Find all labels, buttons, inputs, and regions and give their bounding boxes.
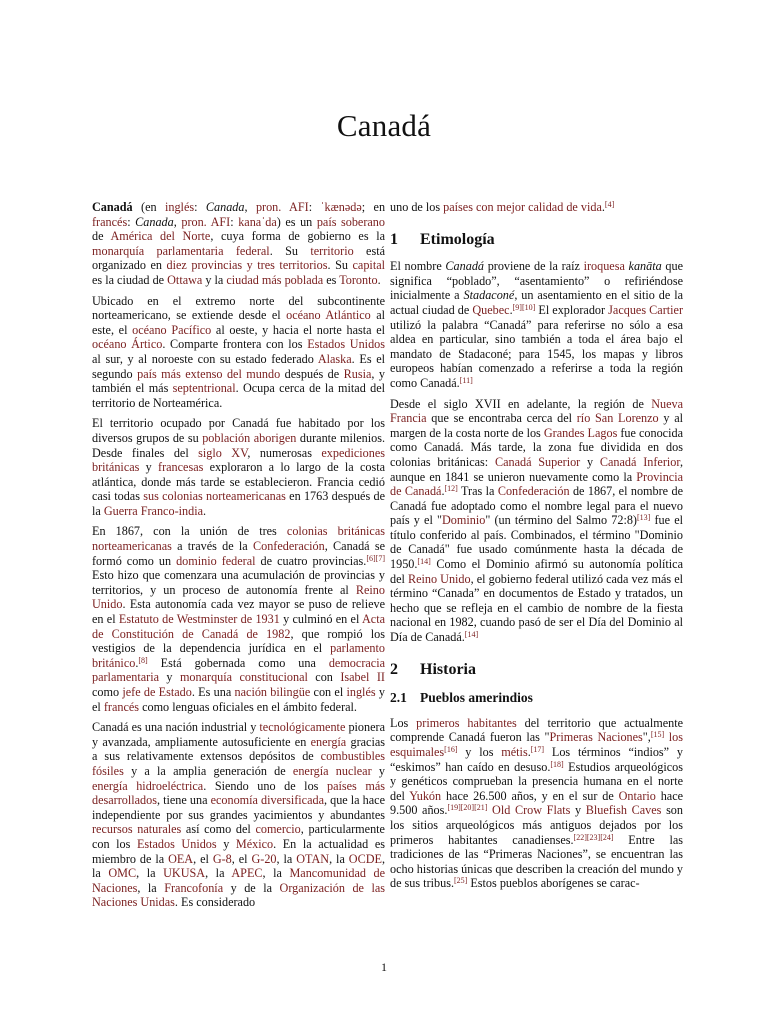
subsection-number: 2.1	[390, 690, 407, 706]
citation-ref[interactable]: [19][20][21]	[447, 803, 488, 813]
wiki-link[interactable]: APEC	[231, 866, 263, 881]
wiki-link[interactable]: México	[235, 836, 274, 851]
wiki-link[interactable]: OCDE	[348, 851, 382, 866]
wiki-link[interactable]: OTAN	[296, 851, 330, 866]
wiki-link[interactable]: primeros habitantes	[416, 715, 517, 730]
wiki-link[interactable]: Rusia	[343, 366, 372, 381]
wiki-link[interactable]: Confederación	[497, 484, 570, 499]
citation-ref[interactable]: [18]	[550, 759, 564, 769]
subsection-title: Pueblos amerindios	[420, 690, 533, 706]
paragraph-etymology-2: Desde el siglo XVII en adelante, la región de Nueva Francia que se encontraba cerca del río San Lorenzo y al margen de la costa norte de los Grandes Lagos fue conocida como Canadá. Más tarde, la zona fue dividida en dos colonias británicas: Canadá Superior y Canadá Inferior, aunque en 1841 se unieron nuevamente como la Provincia de Canadá.[12] Tras la Confederación de 1867, el nombre de Canadá fue adoptado como el nombre legal para el nuevo país y el "Dominio" (un término del Salmo 72:8)[13] fue el título conferido al país. Combinados, el término "Dominio de Canadá" fue usado comúnmente hasta la década de 1950.[14] Como el Dominio afirmó su autonomía política del Reino Unido, el gobierno federal utilizó cada vez más el término “Canada” en documentos de Estado y tratados, un hecho que se refleja en el cambio de nombre de la fiesta nacional en 1982, cuando pasó de ser el Día del Dominio al Día de Canadá.[14]	[390, 396, 683, 645]
wiki-link[interactable]: siglo XV	[198, 445, 248, 460]
citation-ref[interactable]: [4]	[604, 200, 615, 209]
wiki-link[interactable]: océano Atlántico	[286, 308, 371, 323]
wiki-link[interactable]: Isabel II	[340, 670, 385, 685]
wiki-link[interactable]: energía hidroeléctrica	[92, 778, 204, 793]
wiki-link[interactable]: energía	[310, 734, 347, 749]
citation-ref[interactable]: [16]	[444, 745, 458, 754]
wiki-link[interactable]: países más desarrollados	[92, 778, 385, 808]
paragraph-economy: Canadá es una nación industrial y tecnológicamente pionera y avanzada, ampliamente autosuficiente en energía gracias a sus relativamente extensos depósitos de combustibles fósiles y a la amplia generación de energía nuclear y energía hidroeléctrica. Siendo uno de los países más desarrollados, tiene una economía diversificada, que la hace independiente por sus grandes yacimientos y abundantes recursos naturales así como del comercio, particularmente con los Estados Unidos y México. En la actualidad es miembro de la OEA, el G-8, el G-20, la OTAN, la OCDE, la OMC, la UKUSA, la APEC, la Mancomunidad de Naciones, la Francofonía y de la Organización de las Naciones Unidas. Es considerado	[92, 720, 386, 910]
wiki-link[interactable]: Reino Unido	[407, 571, 471, 586]
wiki-link[interactable]: economía diversificada	[210, 793, 324, 808]
section-number: 1	[390, 230, 398, 248]
wiki-link[interactable]: América del Norte	[110, 229, 211, 244]
wiki-link[interactable]: métis	[501, 745, 528, 759]
citation-ref[interactable]: [22][23][24]	[573, 832, 614, 842]
wiki-link[interactable]: democracia parlamentaria	[92, 655, 385, 685]
wiki-link[interactable]: Estados Unidos	[307, 337, 386, 352]
wiki-link[interactable]: francés	[103, 699, 140, 714]
wiki-link[interactable]: Jacques Cartier	[608, 302, 683, 317]
wiki-link[interactable]: Provincia de Canadá	[390, 469, 683, 499]
wiki-link[interactable]: dominio federal	[176, 553, 256, 568]
wiki-link[interactable]: recursos naturales	[92, 822, 182, 837]
wiki-link[interactable]: Nueva Francia	[390, 396, 683, 426]
wiki-link[interactable]: inglés	[346, 685, 376, 699]
wiki-link[interactable]: jefe de Estado	[122, 685, 192, 699]
wiki-link[interactable]: pron. AFI	[255, 200, 309, 214]
paragraph-geography: Ubicado en el extremo norte del subcontinente norteamericano, se extiende desde el océano Atlántico al este, el océano Pacífico al oeste, y hacia el norte hasta el océano Ártico. Comparte frontera con los Estados Unidos al sur, y al noroeste con su estado federado Alaska. Es el segundo país más extenso del mundo después de Rusia, y también el más septentrional. Ocupa cerca de la mitad del territorio de Norteamérica.	[92, 293, 386, 410]
wiki-link[interactable]: monarquía parlamentaria federal	[92, 243, 270, 258]
wiki-link[interactable]: Alaska	[317, 351, 352, 366]
wiki-link[interactable]: diez provincias y tres territorios	[166, 258, 328, 273]
wiki-link[interactable]: océano Ártico	[92, 337, 163, 352]
citation-ref[interactable]: [9][10]	[512, 302, 536, 312]
italic-term: Canada	[205, 200, 245, 214]
wiki-link[interactable]: G-20	[251, 851, 277, 866]
wiki-link[interactable]: océano Pacífico	[132, 322, 212, 337]
wiki-link[interactable]: Estatuto de Westminster de 1931	[118, 612, 280, 627]
wiki-link[interactable]: Old Crow Flats	[492, 803, 571, 818]
wiki-link[interactable]: Ottawa	[167, 272, 203, 287]
page-title: Canadá	[336, 108, 432, 143]
wiki-link[interactable]: francés	[92, 214, 128, 229]
italic-term: Canada	[135, 214, 174, 229]
paragraph-etymology-1: El nombre Canadá proviene de la raíz iroquesa kanāta que significa “poblado”, “asentamiento” o refiriéndose inicialmente a Stadaconé, un asentamiento en el sitio de la actual ciudad de Quebec.[9][10] El explorador Jacques Cartier utilizó la palabra “Canadá” para referirse no sólo a esa aldea en particular, sino también a toda el área bajo el mandato de Stadaconé; para 1545, los mapas y libros europeos habían comenzado a referirse a toda la región como Canadá.[11]	[390, 259, 683, 390]
section-heading-historia	[390, 660, 683, 678]
paragraph-continuation: uno de los países con mejor calidad de vida.[4]	[390, 200, 615, 214]
wiki-link[interactable]: Grandes Lagos	[543, 425, 618, 440]
italic-term: kanāta	[628, 259, 662, 274]
paragraph-confederation: En 1867, con la unión de tres colonias británicas norteamericanas a través de la Confederación, Canadá se formó como un dominio federal de cuatro provincias.[6][7] Esto hizo que comenzara una acumulación de provincias y territorios, y un proceso de autonomía frente al Reino Unido. Esta autonomía cada vez mayor se puso de relieve en el Estatuto de Westminster de 1931 y culminó en el Acta de Constitución de Canadá de 1982, que rompió los vestigios de la dependencia jurídica en el parlamento británico.[8] Está gobernada como una democracia parlamentaria y monarquía constitucional con Isabel II como jefe de Estado. Es una nación bilingüe con el inglés y el francés como lenguas oficiales en el ámbito federal.	[92, 524, 386, 714]
wiki-link[interactable]: monarquía constitucional	[179, 670, 308, 685]
citation-ref[interactable]: [13]	[637, 513, 651, 523]
wiki-link[interactable]: colonias británicas norteamericanas	[92, 524, 385, 554]
wiki-link[interactable]: energía nuclear	[292, 763, 372, 778]
wiki-link[interactable]: UKUSA	[163, 866, 206, 881]
right-column	[390, 200, 683, 897]
wiki-link[interactable]: francesas	[158, 460, 204, 475]
wiki-link[interactable]: ciudad más poblada	[226, 272, 324, 287]
citation-ref[interactable]: [11]	[459, 375, 473, 385]
citation-ref[interactable]: [15]	[650, 730, 665, 740]
wiki-link[interactable]: río San Lorenzo	[576, 411, 659, 426]
left-column	[92, 200, 385, 916]
wiki-link[interactable]: Reino Unido	[92, 582, 385, 612]
wiki-link[interactable]: inglés	[164, 200, 195, 214]
citation-ref[interactable]: [17]	[530, 745, 545, 754]
wiki-link[interactable]: G-8	[212, 851, 232, 866]
wiki-link[interactable]: combustibles fósiles	[92, 749, 385, 778]
section-heading-etimologia	[390, 230, 683, 248]
wiki-link[interactable]: Estados Unidos	[136, 836, 217, 851]
wiki-link[interactable]: Guerra Franco-india	[103, 503, 203, 518]
wiki-link[interactable]: Primeras Naciones	[549, 730, 643, 745]
wiki-link[interactable]: Dominio	[441, 513, 486, 528]
wiki-link[interactable]: sus colonias norteamericanas	[143, 489, 286, 504]
wiki-link[interactable]: país soberano	[316, 214, 385, 229]
wiki-link[interactable]: Confederación	[252, 539, 325, 554]
wiki-link[interactable]: OMC	[108, 866, 137, 881]
wiki-link[interactable]: parlamento británico	[92, 641, 385, 670]
wiki-link[interactable]: ˈkænədə	[320, 200, 362, 214]
wiki-link[interactable]: población aborigen	[202, 430, 297, 445]
citation-ref[interactable]: [25]	[453, 876, 468, 886]
wiki-link[interactable]: pron. AFI	[181, 214, 231, 229]
citation-ref[interactable]: [8]	[138, 655, 148, 665]
italic-term: Stadaconé	[463, 288, 515, 303]
wiki-link[interactable]: Bluefish Caves	[585, 803, 662, 818]
wiki-link[interactable]: territorio	[310, 243, 354, 258]
citation-ref[interactable]: [12]	[444, 484, 458, 494]
wiki-link[interactable]: Canadá Inferior	[599, 454, 680, 469]
wiki-link[interactable]: Organización de las Naciones Unidas	[92, 880, 386, 910]
paragraph-amerindian-peoples: Los primeros habitantes del territorio que actualmente comprende Canadá fueron las "Primeras Naciones",[15] los esquimales[16] y los métis.[17] Los términos “indios” y “eskimos” han caído en desuso.[18] Estudios arqueológicos y genéticos comprueban la presencia humana en el norte del Yukón hace 26.500 años, y en el sur de Ontario hace 9.500 años.[19][20][21] Old Crow Flats y Bluefish Caves son los sitios arqueológicos más antiguos dejados por los primeros habitantes canadienses.[22][23][24] Entre las tradiciones de las “Primeras Naciones”, se encuentran las ocho historias únicas que describen la creación del mundo y de sus tribus.[25] Estos pueblos aborígenes se carac-	[390, 715, 684, 891]
wiki-link[interactable]: Acta de Constitución de Canadá de 1982	[92, 612, 385, 641]
wiki-link[interactable]: Francofonía	[164, 880, 224, 895]
wiki-link[interactable]: tecnológicamente	[259, 720, 346, 735]
wiki-link[interactable]: nación bilingüe	[234, 685, 311, 699]
wiki-link[interactable]: países con mejor calidad de vida	[443, 200, 602, 214]
wiki-link[interactable]: Yukón	[409, 788, 442, 803]
bold-term: Canadá	[92, 200, 133, 214]
citation-ref[interactable]: [14]	[417, 557, 431, 567]
wiki-link[interactable]: OEA	[168, 851, 194, 866]
wiki-link[interactable]: Canadá Superior	[494, 454, 581, 469]
italic-term: Canadá	[445, 259, 485, 274]
wiki-link[interactable]: país más extenso del mundo	[137, 366, 281, 381]
citation-ref[interactable]: [14]	[464, 630, 479, 640]
wiki-link[interactable]: capital	[352, 258, 385, 273]
paragraph-early-history: El territorio ocupado por Canadá fue habitado por los diversos grupos de su población aborigen durante milenios. Desde finales del siglo XV, numerosas expediciones británicas y francesas exploraron a lo largo de la costa atlántica, donde más tarde se establecieron. Francia cedió casi todas sus colonias norteamericanas en 1763 después de la Guerra Franco-india.	[92, 416, 386, 518]
wiki-link[interactable]: expediciones británicas	[92, 445, 385, 475]
paragraph-intro: Canadá (en inglés: Canada, pron. AFI: ˈkænədə; en francés: Canada, pron. AFI: kanaˈda) es un país soberano de América del Norte, cuya forma de gobierno es la monarquía parlamentaria federal. Su territorio está organizado en diez provincias y tres territorios. Su capital es la ciudad de Ottawa y la ciudad más poblada es Toronto.	[92, 200, 386, 287]
wiki-link[interactable]: Quebec	[472, 302, 510, 317]
page-number: 1	[381, 960, 387, 974]
subsection-heading-pueblos	[390, 691, 683, 706]
wiki-link[interactable]: los esquimales	[390, 730, 684, 759]
wiki-link[interactable]: iroquesa	[583, 259, 625, 274]
wiki-link[interactable]: kanaˈda	[238, 214, 277, 229]
wiki-link[interactable]: comercio	[255, 822, 301, 837]
section-number: 2	[390, 660, 398, 678]
wiki-link[interactable]: Ontario	[618, 788, 656, 803]
citation-ref[interactable]: [6][7]	[366, 553, 385, 563]
wiki-link[interactable]: Toronto	[339, 272, 378, 287]
section-title: Historia	[420, 660, 476, 678]
section-title: Etimología	[420, 230, 495, 248]
wiki-link[interactable]: Mancomunidad de Naciones	[92, 866, 386, 895]
wiki-link[interactable]: septentrional	[172, 381, 236, 396]
